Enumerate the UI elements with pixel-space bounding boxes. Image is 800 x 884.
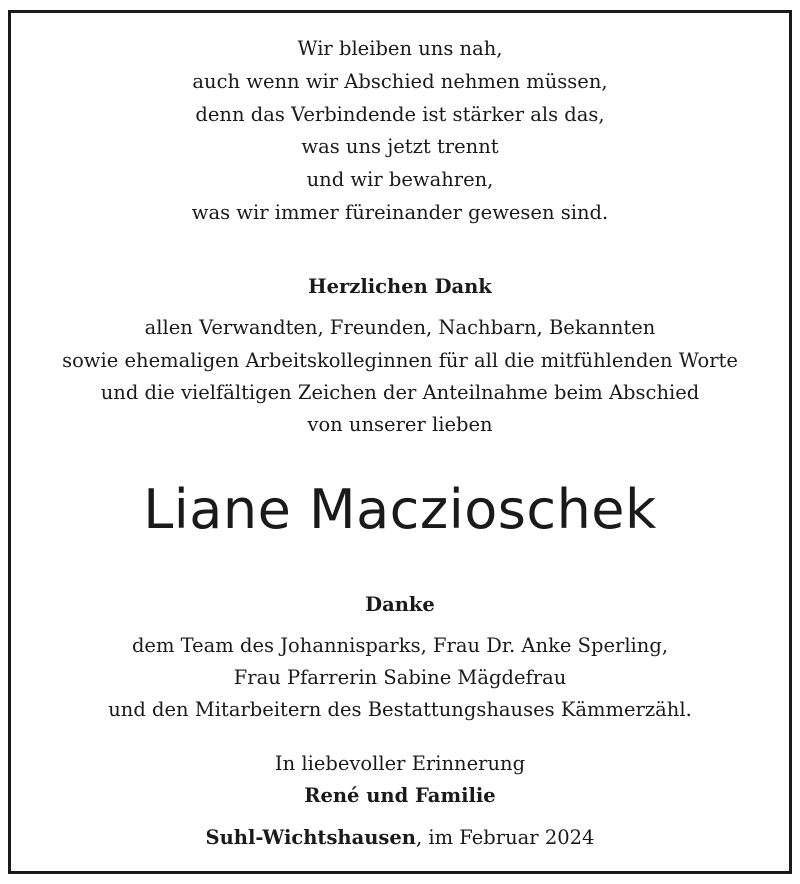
- thanks-line: von unserer lieben: [307, 413, 493, 436]
- danke-line: dem Team des Johannisparks, Frau Dr. Anke Sperling,: [131, 634, 669, 657]
- notice-frame: [8, 10, 792, 874]
- poem-line: Wir bleiben uns nah,: [297, 37, 503, 60]
- poem-line: was wir immer füreinander gewesen sind.: [191, 201, 609, 224]
- danke-line: und den Mitarbeitern des Bestattungshauses Kämmerzähl.: [108, 698, 692, 721]
- poem-line: denn das Verbindende ist stärker als das,: [195, 103, 605, 126]
- signature: René und Familie: [304, 784, 496, 807]
- poem-line: und wir bewahren,: [306, 168, 494, 191]
- thanks-line: allen Verwandten, Freunden, Nachbarn, Bekannten: [144, 316, 656, 339]
- obituary-notice: [11, 13, 789, 871]
- closing-text: In liebevoller Erinnerung: [274, 752, 526, 775]
- danke-line: Frau Pfarrerin Sabine Mägdefrau: [233, 666, 567, 689]
- deceased-name: Liane Maczioschek: [143, 478, 657, 541]
- danke-heading: Danke: [365, 593, 435, 616]
- date: , im Februar 2024: [415, 826, 595, 849]
- poem-line: auch wenn wir Abschied nehmen müssen,: [192, 70, 608, 93]
- poem-line: was uns jetzt trennt: [301, 135, 499, 158]
- thanks-heading: Herzlichen Dank: [308, 275, 492, 298]
- place: Suhl-Wichtshausen: [205, 826, 416, 849]
- place-date: [11, 826, 789, 850]
- thanks-line: und die vielfältigen Zeichen der Anteilnahme beim Abschied: [100, 381, 700, 404]
- thanks-line: sowie ehemaligen Arbeitskolleginnen für all die mitfühlenden Worte: [62, 349, 738, 372]
